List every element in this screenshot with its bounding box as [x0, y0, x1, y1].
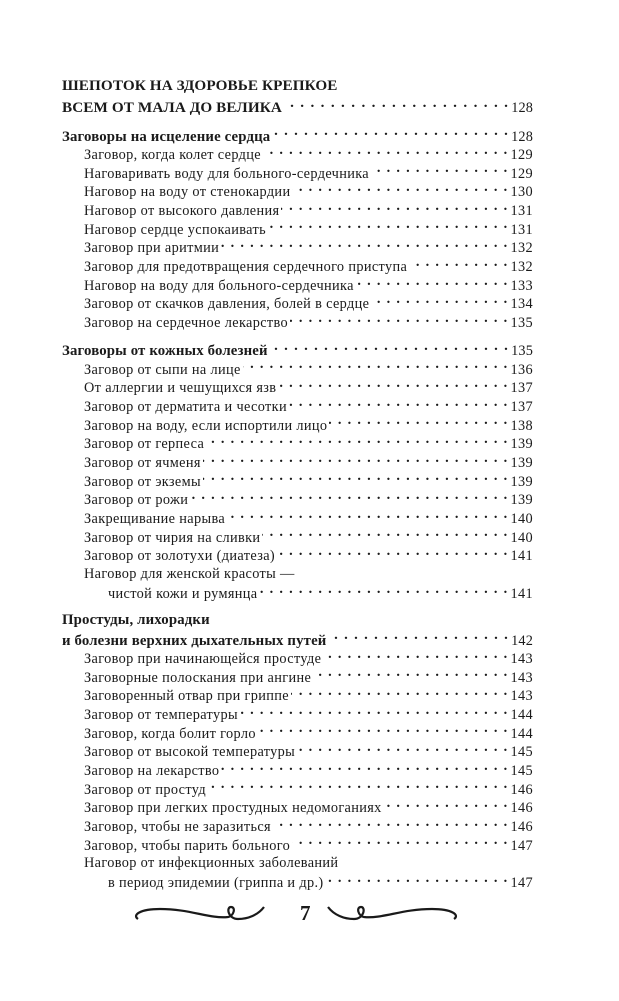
dot-leader: [292, 182, 508, 196]
page-ref: 139: [510, 492, 533, 509]
dot-leader: [297, 742, 508, 756]
entry-line: [62, 817, 533, 836]
entry-title: Заговор от экземы: [84, 473, 201, 490]
page-ref: 131: [510, 221, 533, 238]
entry-title: Заговор, чтобы парить больного: [84, 837, 291, 854]
toc-entry[interactable]: [62, 471, 533, 490]
entry-line: [62, 182, 533, 201]
page-ref: 143: [510, 688, 533, 705]
entry-title: Заговор от золотухи (диатеза): [84, 548, 276, 565]
entry-line: [62, 873, 533, 892]
entry-line: [62, 854, 533, 873]
entry-title: Заговоры от кожных болезней: [62, 343, 268, 360]
dot-leader: [206, 434, 508, 448]
page-ref: 146: [510, 781, 533, 798]
toc-entry[interactable]: [62, 294, 533, 313]
entry-title: Заговор на сердечное лекарство: [84, 315, 289, 332]
entry-title: Заговор при аритмии: [84, 240, 220, 257]
toc-entry[interactable]: [62, 779, 533, 798]
toc-entry[interactable]: [62, 527, 533, 546]
toc-entry[interactable]: [62, 145, 533, 164]
entry-line: [62, 76, 533, 97]
page-ref: 145: [510, 744, 533, 761]
dot-leader: [190, 490, 508, 504]
page-ref: 147: [510, 837, 533, 854]
table-of-contents: [62, 76, 533, 901]
section-heading[interactable]: [62, 341, 533, 360]
toc-entry[interactable]: [62, 835, 533, 854]
section-heading[interactable]: [62, 126, 533, 145]
toc-entry[interactable]: [62, 817, 533, 836]
entry-title: Заговор на лекарство: [84, 762, 220, 779]
entry-title: и болезни верхних дыхательных путей: [62, 632, 327, 649]
entry-line: [62, 705, 533, 724]
dot-leader: [384, 798, 509, 812]
toc-entry[interactable]: [62, 163, 533, 182]
dot-leader: [221, 761, 508, 775]
toc-entry[interactable]: [62, 397, 533, 416]
page-ref: 132: [510, 240, 533, 257]
entry-line: [62, 761, 533, 780]
dot-leader: [278, 378, 508, 392]
entry-line: [62, 742, 533, 761]
entry-title: От аллергии и чешущихся язв: [84, 380, 277, 397]
dot-leader: [262, 527, 508, 541]
dot-leader: [323, 649, 508, 663]
toc-entry[interactable]: [62, 359, 533, 378]
entry-line: [62, 798, 533, 817]
dot-leader: [289, 397, 509, 411]
dot-leader: [243, 359, 509, 373]
entry-title: Заговор от рожи: [84, 492, 189, 509]
dot-leader: [409, 257, 508, 271]
entry-title: в период эпидемии (гриппа и др.): [108, 875, 324, 892]
page-ref: 145: [510, 762, 533, 779]
toc-entry[interactable]: [62, 257, 533, 276]
entry-title: Наговаривать воду для больного-сердечника: [84, 165, 369, 182]
entry-title: Наговор от инфекционных заболеваний: [84, 855, 339, 872]
page-ref: 141: [510, 585, 533, 602]
entry-line: [62, 313, 533, 332]
entry-line: [62, 238, 533, 257]
dot-leader: [277, 546, 508, 560]
dot-leader: [272, 126, 509, 141]
dot-leader: [356, 276, 509, 290]
entry-line: [62, 527, 533, 546]
page-ref: 137: [510, 398, 533, 415]
entry-title: Заговор от чирия на сливки: [84, 529, 261, 546]
dot-leader: [221, 238, 508, 252]
entry-line: [62, 667, 533, 686]
dot-leader: [313, 667, 508, 681]
toc-entry[interactable]: [62, 219, 533, 238]
toc-entry[interactable]: [62, 182, 533, 201]
entry-line: [62, 163, 533, 182]
entry-title: Заговор при начинающейся простуде: [84, 650, 322, 667]
dot-leader: [203, 471, 509, 485]
toc-entry[interactable]: [62, 667, 533, 686]
page-ref: 141: [510, 548, 533, 565]
entry-title: Заговор, когда колет сердце: [84, 146, 262, 163]
dot-leader: [270, 341, 509, 356]
page-ref: 135: [510, 315, 533, 332]
entry-title: Закрещивание нарыва: [84, 511, 226, 528]
page-ref: 139: [510, 454, 533, 471]
dot-leader: [260, 584, 509, 598]
entry-title: Заговоренный отвар при гриппе: [84, 688, 289, 705]
toc-entry[interactable]: [62, 705, 533, 724]
dot-leader: [328, 630, 509, 645]
dot-leader: [258, 723, 509, 737]
dot-leader: [273, 817, 509, 831]
page-ref: 129: [510, 165, 533, 182]
entry-line: [62, 126, 533, 145]
entry-line: [62, 257, 533, 276]
entry-line: [62, 723, 533, 742]
page-ref: 144: [510, 706, 533, 723]
entry-line: [62, 145, 533, 164]
page-ref: 136: [510, 361, 533, 378]
dot-leader: [208, 779, 508, 793]
entry-title: Заговор, когда болит горло: [84, 725, 256, 742]
toc-entry[interactable]: [62, 276, 533, 295]
page-number: 7: [300, 901, 311, 925]
entry-title: Заговоры на исцеление сердца: [62, 128, 271, 145]
entry-title: Заговор, чтобы не заразиться: [84, 819, 271, 836]
entry-line: [62, 276, 533, 295]
dot-leader: [326, 873, 509, 887]
entry-line: [62, 397, 533, 416]
dot-leader: [329, 415, 508, 429]
entry-title: Заговор от простуд: [84, 781, 207, 798]
entry-title: Наговор на воду для больного-сердечника: [84, 277, 354, 294]
entry-title: Заговор от ячменя: [84, 454, 201, 471]
toc-entry[interactable]: [62, 565, 533, 602]
page-ref: 140: [510, 511, 533, 528]
toc-entry[interactable]: [62, 649, 533, 668]
entry-line: [62, 546, 533, 565]
entry-line: [62, 630, 533, 649]
page-ref: 133: [510, 277, 533, 294]
entry-line: [62, 378, 533, 397]
toc-entry[interactable]: [62, 415, 533, 434]
entry-line: [62, 201, 533, 220]
dot-leader: [240, 705, 509, 719]
toc-section: [62, 611, 533, 891]
toc-entry[interactable]: [62, 723, 533, 742]
entry-title: Заговор от высокой температуры: [84, 744, 296, 761]
toc-entry[interactable]: [62, 686, 533, 705]
toc-entry[interactable]: [62, 434, 533, 453]
entry-title: ВСЕМ ОТ МАЛА ДО ВЕЛИКА: [62, 98, 282, 116]
toc-section: [62, 341, 533, 603]
dot-leader: [290, 313, 508, 327]
dot-leader: [291, 686, 509, 700]
entry-title: Заговорные полоскания при ангине: [84, 669, 312, 686]
entry-line: [62, 490, 533, 509]
page-ref: 134: [510, 296, 533, 313]
entry-line: [62, 415, 533, 434]
entry-line: [62, 471, 533, 490]
toc-entry[interactable]: [62, 761, 533, 780]
page-ref: 144: [510, 725, 533, 742]
dot-leader: [203, 453, 509, 467]
entry-title: Заговор при легких простудных недомоганиях: [84, 800, 382, 817]
page-ref: 146: [510, 800, 533, 817]
entry-line: [62, 509, 533, 528]
page-ref: 135: [511, 343, 533, 360]
page-ref: 143: [510, 669, 533, 686]
page-ref: 129: [510, 146, 533, 163]
page-ref: 131: [510, 203, 533, 220]
entry-title: Заговор для предотвращения сердечного приступа: [84, 259, 408, 276]
entry-line: [62, 434, 533, 453]
entry-title: Заговор от дерматита и чесотки: [84, 398, 287, 415]
entry-title: Наговор на воду от стенокардии: [84, 184, 291, 201]
entry-line: [62, 835, 533, 854]
page-ref: 130: [510, 184, 533, 201]
entry-line: [62, 294, 533, 313]
entry-line: [62, 584, 533, 603]
entry-title: Заговор от скачков давления, болей в сердце: [84, 296, 370, 313]
toc-entry[interactable]: [62, 453, 533, 472]
entry-line: [62, 565, 533, 584]
page-ref: 128: [511, 99, 533, 116]
entry-line: [62, 686, 533, 705]
entry-line: [62, 649, 533, 668]
dot-leader: [227, 509, 508, 523]
dot-leader: [263, 145, 508, 159]
entry-title: Наговор от высокого давления: [84, 203, 280, 220]
page-ref: 139: [510, 436, 533, 453]
left-flourish-icon: [130, 895, 270, 931]
toc-entry[interactable]: [62, 313, 533, 332]
dot-leader: [284, 97, 509, 112]
toc-entry[interactable]: [62, 854, 533, 891]
dot-leader: [371, 163, 509, 177]
page-ref: 138: [510, 417, 533, 434]
toc-entry[interactable]: [62, 238, 533, 257]
entry-title: Заговор от герпеса: [84, 436, 205, 453]
page-ref: 142: [511, 632, 533, 649]
toc-entry[interactable]: [62, 378, 533, 397]
entry-line: [62, 453, 533, 472]
entry-line: [62, 359, 533, 378]
entry-line: [62, 341, 533, 360]
toc-entry[interactable]: [62, 798, 533, 817]
toc-section: [62, 126, 533, 332]
dot-leader: [281, 201, 508, 215]
entry-title: Заговор от температуры: [84, 706, 238, 723]
entry-title: чистой кожи и румянца: [108, 585, 258, 602]
page-footer: [0, 895, 619, 935]
page-ref: 139: [510, 473, 533, 490]
toc-entry[interactable]: [62, 509, 533, 528]
entry-title: ШЕПОТОК НА ЗДОРОВЬЕ КРЕПКОЕ: [62, 77, 338, 94]
toc-entry[interactable]: [62, 546, 533, 565]
entry-title: Наговор для женской красоты —: [84, 565, 295, 582]
section-heading[interactable]: [62, 611, 533, 648]
right-flourish-icon: [322, 895, 462, 931]
toc-entry[interactable]: [62, 490, 533, 509]
entry-title: Простуды, лихорадки: [62, 612, 210, 629]
part-heading[interactable]: [62, 76, 533, 117]
page-ref: 146: [510, 819, 533, 836]
dot-leader: [292, 835, 508, 849]
page-ref: 137: [510, 380, 533, 397]
entry-line: [62, 779, 533, 798]
entry-title: Заговор от сыпи на лице: [84, 361, 241, 378]
page-ref: 140: [510, 529, 533, 546]
entry-title: Наговор сердце успокаивать: [84, 221, 266, 238]
dot-leader: [268, 219, 509, 233]
toc-entry[interactable]: [62, 201, 533, 220]
dot-leader: [371, 294, 508, 308]
entry-title: Заговор на воду, если испортили лицо: [84, 417, 328, 434]
page-ref: 132: [510, 259, 533, 276]
entry-line: [62, 219, 533, 238]
page-ref: 128: [511, 128, 533, 145]
page-ref: 143: [510, 650, 533, 667]
page-ref: 147: [510, 875, 533, 892]
entry-line: [62, 97, 533, 118]
toc-entry[interactable]: [62, 742, 533, 761]
entry-line: [62, 611, 533, 630]
